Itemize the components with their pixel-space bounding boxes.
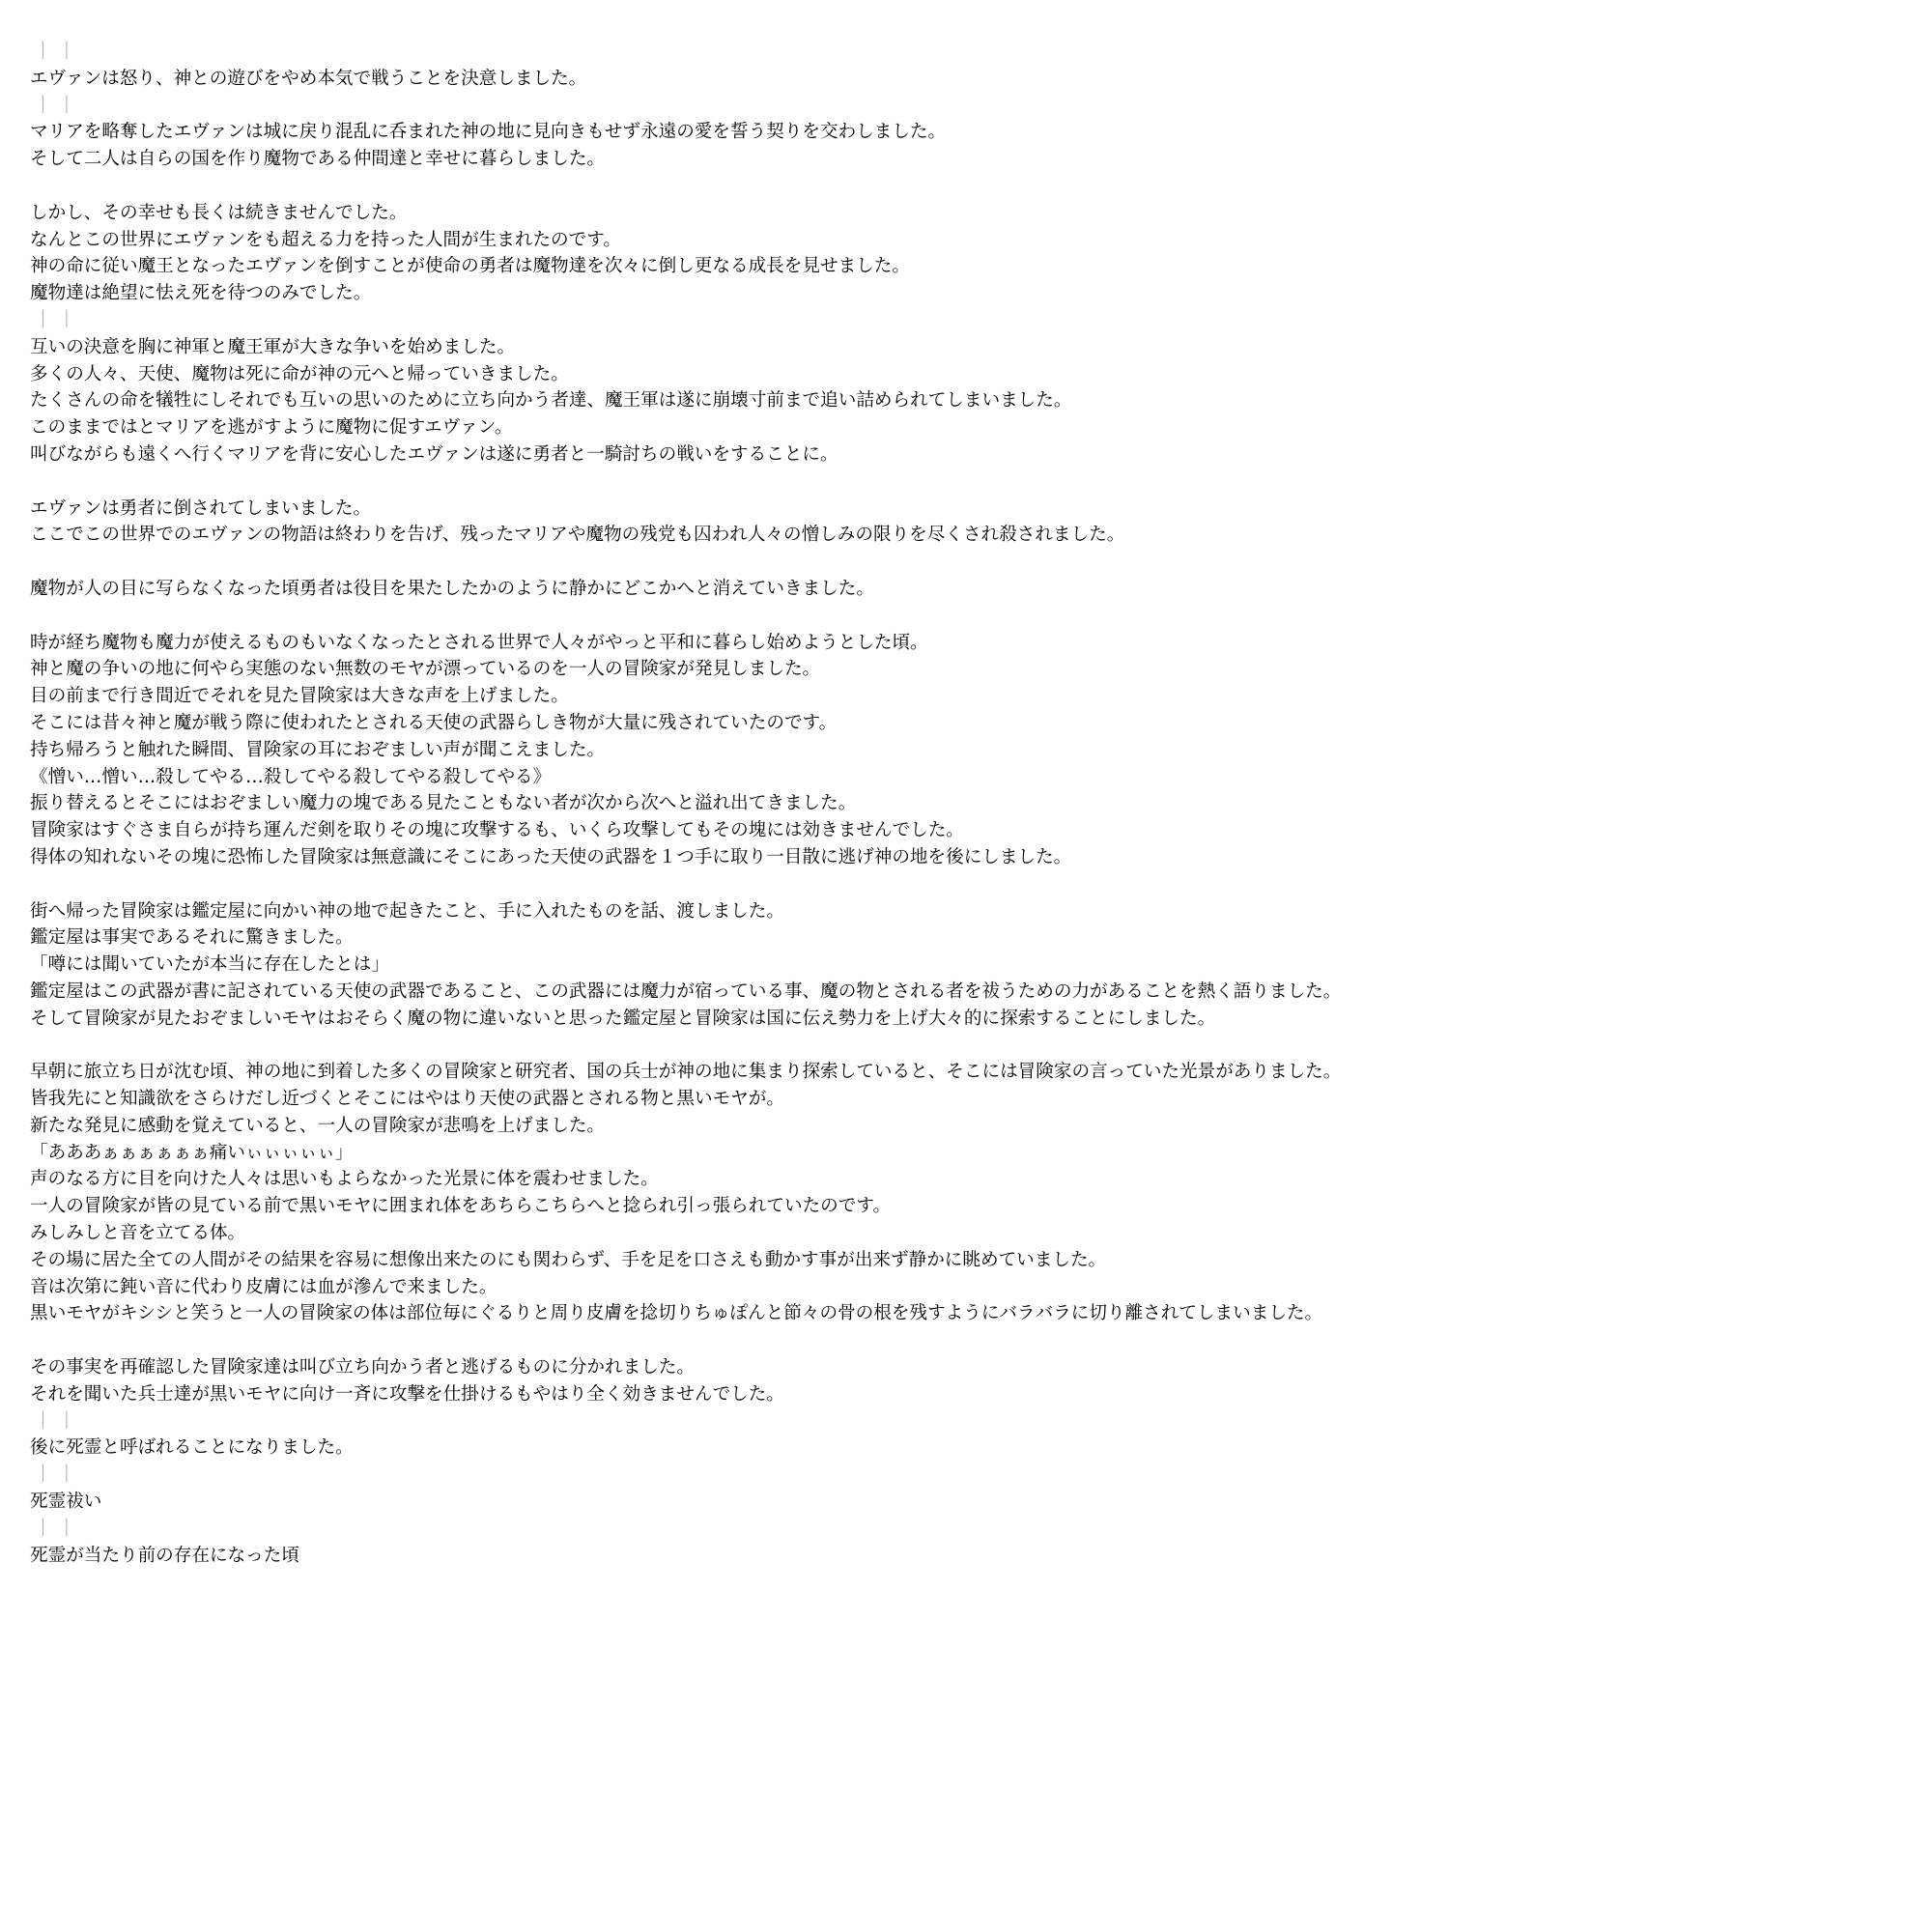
separator-mark: ｜｜ [34, 1518, 82, 1539]
separator-mark: ｜｜ [34, 309, 82, 330]
text-line: 時が経ち魔物も魔力が使えるものもいなくなったとされる世界で人々がやっと平和に暮らし始めようとした頃。 [30, 632, 928, 653]
text-line: 死霊祓い [30, 1492, 102, 1513]
blank-line [30, 549, 1914, 576]
blank-line [30, 603, 1914, 630]
text-line: 鑑定屋はこの武器が書に記されている天使の武器であること、この武器には魔力が宿っている事、魔の物とされる者を祓うための力があることを熱く語りました。 [30, 980, 1342, 1002]
text-line: 《憎い…憎い…殺してやる…殺してやる殺してやる殺してやる》 [30, 766, 552, 787]
text-line: 魔物達は絶望に怯え死を待つのみでした。 [30, 283, 372, 304]
text-line: マリアを略奪したエヴァンは城に戻り混乱に呑まれた神の地に見向きもせず永遠の愛を誓う契りを交わしました。 [30, 122, 947, 143]
text-line: 魔物が人の目に写らなくなった頃勇者は役目を果たしたかのように静かにどこかへと消えていきました。 [30, 578, 874, 599]
text-line: ここでこの世界でのエヴァンの物語は終わりを告げ、残ったマリアや魔物の残党も囚われ人々の憎しみの限りを尽くされ殺されました。 [30, 525, 1125, 546]
text-line: 振り替えるとそこにはおぞましい魔力の塊である見たこともない者が次から次へと溢れ出てきました。 [30, 793, 857, 814]
text-line: このままではとマリアを逃がすように魔物に促すエヴァン。 [30, 417, 513, 439]
text-line: 互いの決意を胸に神軍と魔王軍が大きな争いを始めました。 [30, 336, 516, 357]
text-line: 「噂には聞いていたが本当に存在したとは」 [30, 954, 389, 976]
text-line: 早朝に旅立ち日が沈む頃、神の地に到着した多くの冒険家と研究者、国の兵士が神の地に集まり探索していると、そこには冒険家の言っていた光景がありました。 [30, 1062, 1342, 1083]
text-line: 多くの人々、天使、魔物は死に命が神の元へと帰っていきました。 [30, 363, 569, 384]
document-body [30, 39, 1914, 1569]
text-line: その事実を再確認した冒険家達は叫び立ち向かう者と逃げるものに分かれました。 [30, 1357, 695, 1378]
text-line: 黒いモヤがキシシと笑うと一人の冒険家の体は部位毎にぐるりと周り皮膚を捻切りちゅぽんと節々の骨の根を残すようにバラバラに切り離されてしまいました。 [30, 1303, 1323, 1324]
blank-line [30, 469, 1914, 496]
text-line: 声のなる方に目を向けた人々は思いもよらなかった光景に体を震わせました。 [30, 1169, 659, 1190]
text-line: エヴァンは怒り、神との遊びをやめ本気で戦うことを決意しました。 [30, 68, 587, 89]
blank-line [30, 173, 1914, 200]
text-line: 街へ帰った冒険家は鑑定屋に向かい神の地で起きたこと、手に入れたものを話、渡しました。 [30, 900, 784, 922]
separator-mark: ｜｜ [34, 42, 82, 62]
text-line: そして冒険家が見たおぞましいモヤはおそらく魔の物に違いないと思った鑑定屋と冒険家は国に伝え勢力を上げ大々的に探索することにしました。 [30, 1008, 1216, 1029]
text-line: しかし、その幸せも長くは続きませんでした。 [30, 202, 408, 223]
text-line: 得体の知れないその塊に恐怖した冒険家は無意識にそこにあった天使の武器を１つ手に取り一目散に逃げ神の地を後にしました。 [30, 846, 1072, 867]
text-line: 神と魔の争いの地に何やら実態のない無数のモヤが漂っているのを一人の冒険家が発見しました。 [30, 659, 821, 680]
blank-line [30, 871, 1914, 898]
text-line: 皆我先にと知識欲をさらけだし近づくとそこにはやはり天使の武器とされる物と黒いモヤが。 [30, 1089, 784, 1110]
text-line: 死霊が当たり前の存在になった頃 [30, 1545, 299, 1566]
text-line: 新たな発見に感動を覚えていると、一人の冒険家が悲鳴を上げました。 [30, 1115, 606, 1136]
text-line: そこには昔々神と魔が戦う際に使われたとされる天使の武器らしき物が大量に残されていたのです。 [30, 712, 838, 733]
text-line: 鑑定屋は事実であるそれに驚きました。 [30, 927, 354, 949]
separator-mark: ｜｜ [34, 95, 82, 116]
text-line: みしみしと音を立てる体。 [30, 1223, 246, 1244]
text-line: 神の命に従い魔王となったエヴァンを倒すことが使命の勇者は魔物達を次々に倒し更なる成長を見せました。 [30, 256, 910, 277]
text-line: なんとこの世界にエヴァンをも超える力を持った人間が生まれたのです。 [30, 229, 621, 250]
text-line: 後に死霊と呼ばれることになりました。 [30, 1437, 354, 1459]
text-line: エヴァンは勇者に倒されてしまいました。 [30, 497, 372, 519]
text-line: 持ち帰ろうと触れた瞬間、冒険家の耳におぞましい声が聞こえました。 [30, 739, 606, 760]
text-line: 「あああぁぁぁぁぁぁ痛いぃぃぃぃぃ」 [30, 1142, 354, 1163]
text-line: そして二人は自らの国を作り魔物である仲間達と幸せに暮らしました。 [30, 149, 606, 170]
text-line: 目の前まで行き間近でそれを見た冒険家は大きな声を上げました。 [30, 686, 569, 707]
text-line: 叫びながらも遠くへ行くマリアを背に安心したエヴァンは遂に勇者と一騎討ちの戦いをすることに。 [30, 443, 838, 465]
blank-line [30, 1032, 1914, 1059]
separator-mark: ｜｜ [34, 1464, 82, 1486]
text-line: 一人の冒険家が皆の見ている前で黒いモヤに囲まれ体をあちらこちらへと捻られ引っ張られていたのです。 [30, 1196, 892, 1217]
text-line: その場に居た全ての人間がその結果を容易に想像出来たのにも関わらず、手を足を口さえも動かす事が出来ず静かに眺めていました。 [30, 1249, 1107, 1270]
blank-line [30, 1327, 1914, 1354]
separator-mark: ｜｜ [34, 1410, 82, 1432]
text-line: 冒険家はすぐさま自らが持ち運んだ剣を取りその塊に攻撃するも、いくら攻撃してもその塊には効きませんでした。 [30, 820, 964, 841]
text-line: 音は次第に鈍い音に代わり皮膚には血が滲んで来ました。 [30, 1276, 497, 1297]
text-line: たくさんの命を犠牲にしそれでも互いの思いのために立ち向かう者達、魔王軍は遂に崩壊寸前まで追い詰められてしまいました。 [30, 390, 1072, 412]
text-line: それを聞いた兵士達が黒いモヤに向け一斉に攻撃を仕掛けるもやはり全く効きませんでした。 [30, 1383, 784, 1405]
